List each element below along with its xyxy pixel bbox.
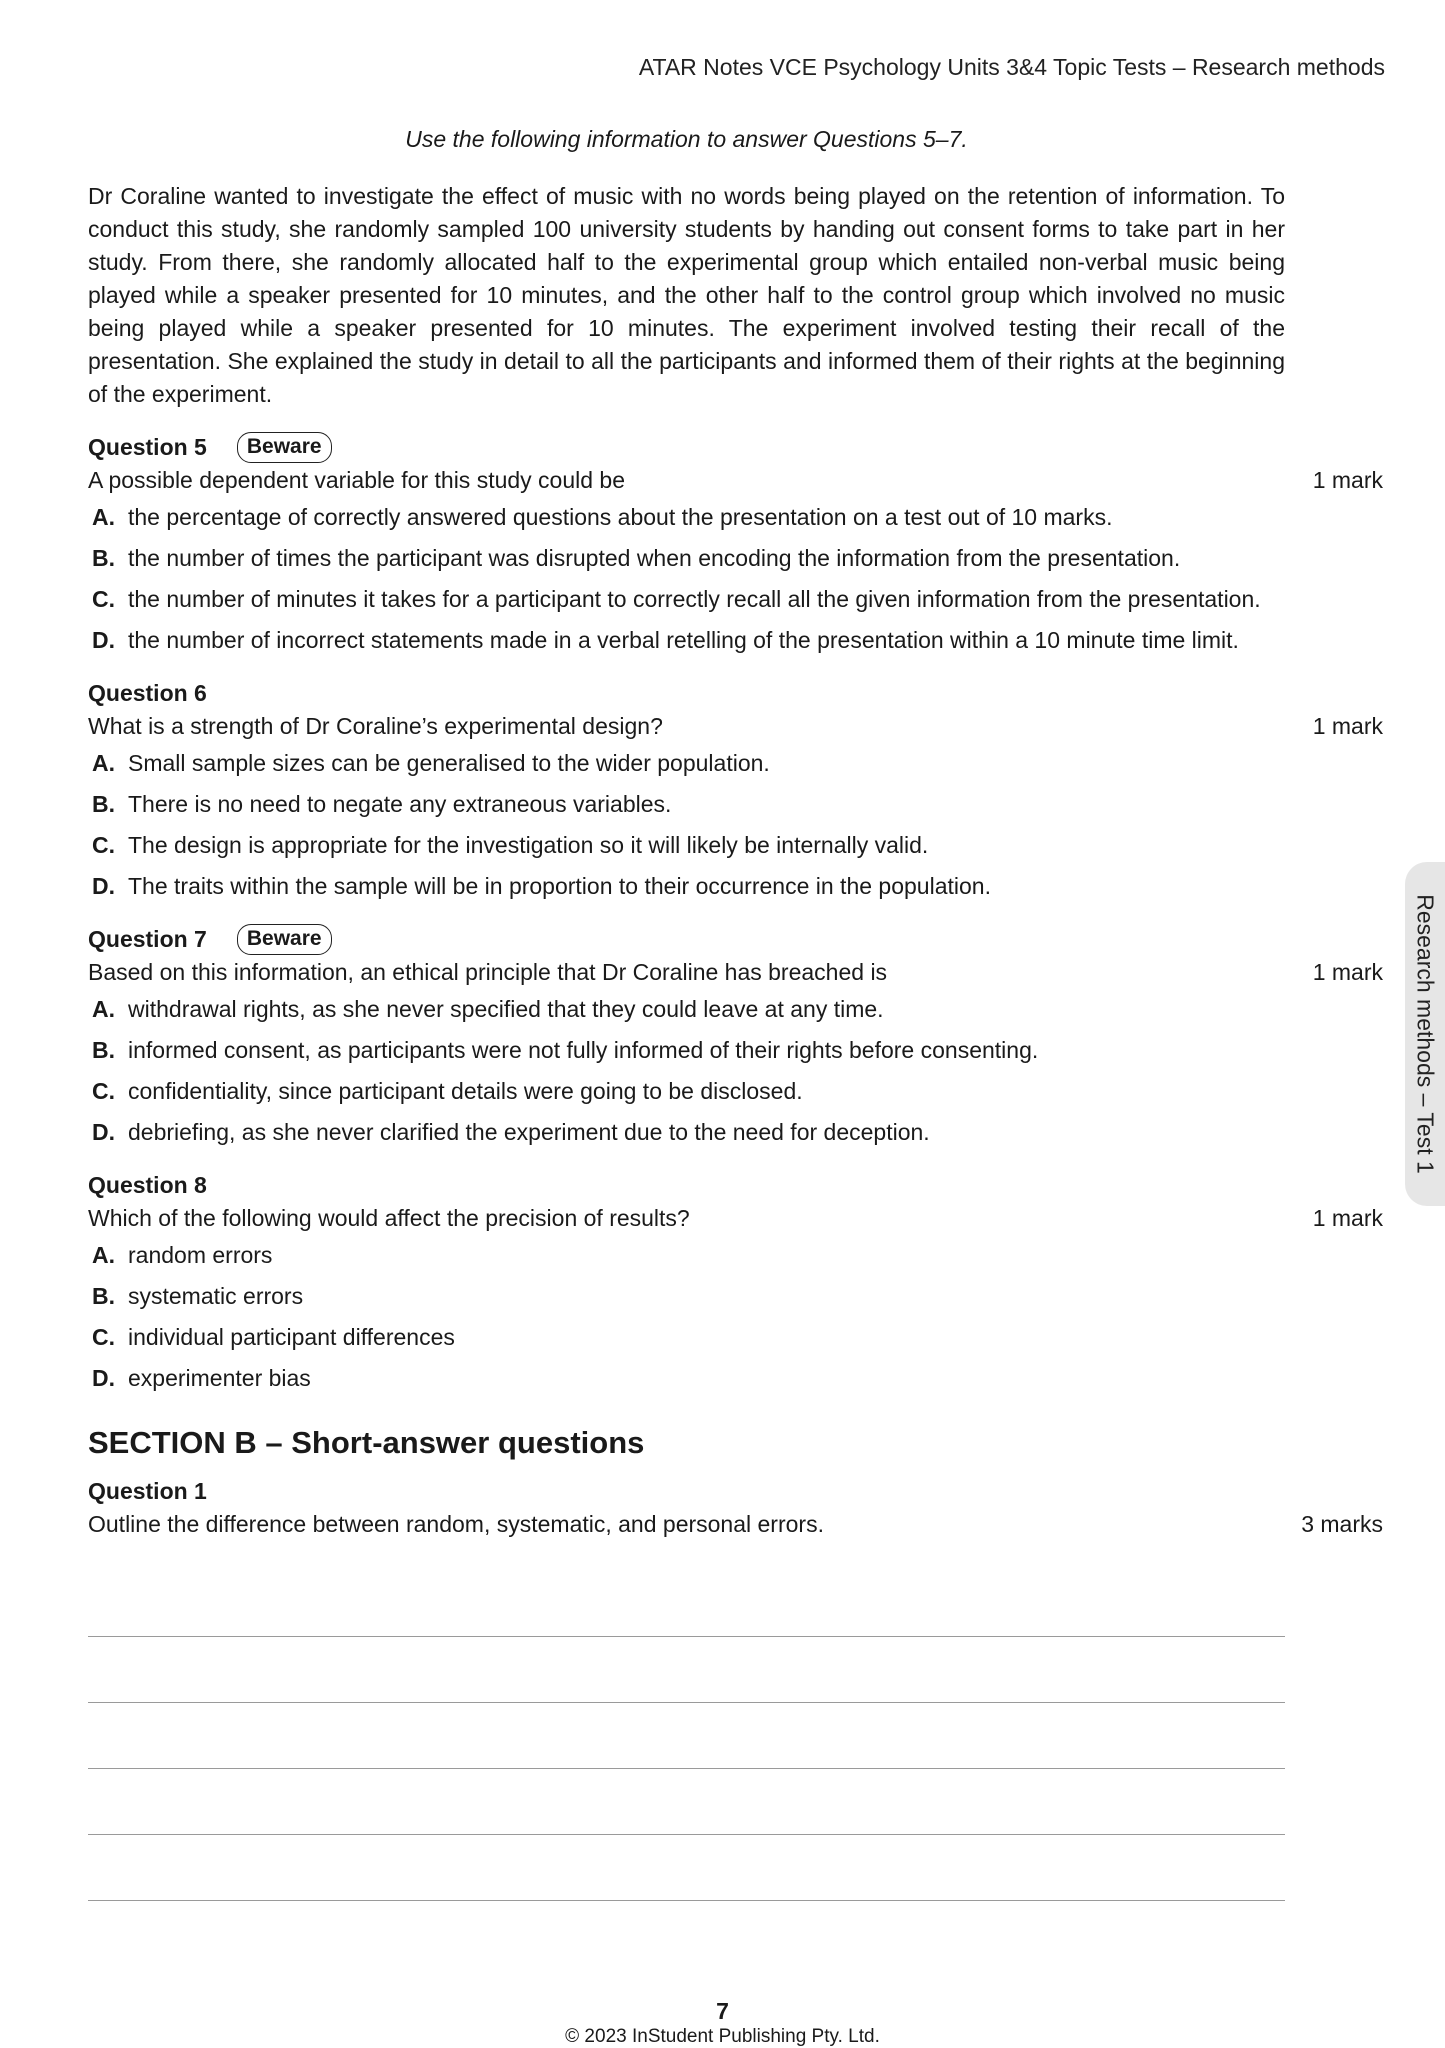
option-text: the number of incorrect statements made in a verbal retelling of the presentation within a 10 minute time limit. xyxy=(128,627,1239,653)
answer-line[interactable] xyxy=(88,1703,1285,1769)
question-stem: Based on this information, an ethical principle that Dr Coraline has breached is xyxy=(88,959,888,985)
answer-option[interactable] xyxy=(88,870,1285,903)
option-text: experimenter bias xyxy=(128,1365,311,1391)
option-text: the number of minutes it takes for a participant to correctly recall all the given information from the presentation. xyxy=(128,586,1261,612)
answer-options xyxy=(88,747,1285,903)
answer-option[interactable] xyxy=(88,1321,1285,1354)
option-letter: D. xyxy=(92,627,115,653)
multiple-choice-questions xyxy=(88,431,1383,1395)
question-stem: A possible dependent variable for this study could be xyxy=(88,467,626,493)
question-title: Question 7 xyxy=(88,926,207,952)
answer-option[interactable] xyxy=(88,1034,1285,1067)
page-number: 7 xyxy=(716,1998,729,2024)
option-letter: A. xyxy=(92,996,115,1022)
question-title: Question 6 xyxy=(88,680,207,706)
option-letter: D. xyxy=(92,1119,115,1145)
running-header: ATAR Notes VCE Psychology Units 3&4 Topic Tests – Research methods xyxy=(638,54,1385,80)
answer-options xyxy=(88,1239,1285,1395)
question-title: Question 1 xyxy=(88,1478,207,1504)
option-text: The traits within the sample will be in proportion to their occurrence in the population. xyxy=(128,873,991,899)
answer-option[interactable] xyxy=(88,624,1285,657)
side-tab-label: Research methods – Test 1 xyxy=(1412,894,1439,1174)
option-text: Small sample sizes can be generalised to the wider population. xyxy=(128,750,770,776)
short-answer-question xyxy=(88,1475,1383,1901)
question-block xyxy=(88,923,1383,1149)
answer-option[interactable] xyxy=(88,583,1285,616)
option-text: There is no need to negate any extraneous variables. xyxy=(128,791,672,817)
question-stem: What is a strength of Dr Coraline’s experimental design? xyxy=(88,713,663,739)
answer-line[interactable] xyxy=(88,1769,1285,1835)
question-title: Question 8 xyxy=(88,1172,207,1198)
instruction-text: Use the following information to answer Questions 5–7. xyxy=(405,126,968,152)
answer-option[interactable] xyxy=(88,1239,1285,1272)
question-block xyxy=(88,677,1383,903)
option-letter: B. xyxy=(92,791,115,817)
option-letter: D. xyxy=(92,873,115,899)
option-letter: B. xyxy=(92,1037,115,1063)
answer-lines[interactable] xyxy=(88,1571,1285,1901)
option-letter: B. xyxy=(92,545,115,571)
question-stem: Which of the following would affect the precision of results? xyxy=(88,1205,690,1231)
answer-option[interactable] xyxy=(88,501,1285,534)
option-text: systematic errors xyxy=(128,1283,304,1309)
beware-badge: Beware xyxy=(237,924,332,955)
option-letter: B. xyxy=(92,1283,115,1309)
option-text: informed consent, as participants were not fully informed of their rights before consenting. xyxy=(128,1037,1039,1063)
page-content xyxy=(88,126,1383,1901)
stimulus-paragraph: Dr Coraline wanted to investigate the effect of music with no words being played on the retention of information. To conduct this study, she randomly sampled 100 university students by handing out consent forms to take part in her study. From there, she randomly allocated half to the experimental group which entailed non-verbal music being played while a speaker presented for 10 minutes, and the other half to the control group which involved no music being played while a speaker presented for 10 minutes. The experiment involved testing their recall of the presentation. She explained the study in detail to all the participants and informed them of their rights at the beginning of the experiment. xyxy=(88,183,1285,407)
answer-options xyxy=(88,501,1285,657)
option-letter: A. xyxy=(92,504,115,530)
option-text: individual participant differences xyxy=(128,1324,455,1350)
section-b-heading: SECTION B – Short-answer questions xyxy=(88,1425,645,1460)
marks-label: 1 mark xyxy=(1312,959,1383,985)
marks-label: 1 mark xyxy=(1312,1205,1383,1231)
marks-label: 3 marks xyxy=(1301,1511,1383,1537)
option-letter: D. xyxy=(92,1365,115,1391)
copyright-notice: © 2023 InStudent Publishing Pty. Ltd. xyxy=(565,2026,880,2047)
section-side-tab xyxy=(1405,862,1445,1206)
question-block xyxy=(88,431,1383,657)
answer-option[interactable] xyxy=(88,1075,1285,1108)
option-letter: C. xyxy=(92,1324,115,1350)
option-letter: C. xyxy=(92,1078,115,1104)
option-text: the percentage of correctly answered questions about the presentation on a test out of 10 marks. xyxy=(128,504,1113,530)
answer-option[interactable] xyxy=(88,1280,1285,1313)
answer-options xyxy=(88,993,1285,1149)
answer-option[interactable] xyxy=(88,829,1285,862)
question-stem: Outline the difference between random, systematic, and personal errors. xyxy=(88,1511,824,1537)
answer-option[interactable] xyxy=(88,1362,1285,1395)
answer-line[interactable] xyxy=(88,1835,1285,1901)
answer-line[interactable] xyxy=(88,1637,1285,1703)
option-text: the number of times the participant was disrupted when encoding the information from the presentation. xyxy=(128,545,1181,571)
answer-option[interactable] xyxy=(88,747,1285,780)
answer-option[interactable] xyxy=(88,993,1285,1026)
question-block xyxy=(88,1169,1383,1395)
option-text: The design is appropriate for the investigation so it will likely be internally valid. xyxy=(128,832,929,858)
answer-option[interactable] xyxy=(88,1116,1285,1149)
answer-option[interactable] xyxy=(88,788,1285,821)
option-text: debriefing, as she never clarified the experiment due to the need for deception. xyxy=(128,1119,930,1145)
option-text: confidentiality, since participant details were going to be disclosed. xyxy=(128,1078,803,1104)
option-letter: C. xyxy=(92,586,115,612)
marks-label: 1 mark xyxy=(1312,713,1383,739)
option-text: withdrawal rights, as she never specified that they could leave at any time. xyxy=(128,996,884,1022)
answer-option[interactable] xyxy=(88,542,1285,575)
option-letter: A. xyxy=(92,1242,115,1268)
answer-line[interactable] xyxy=(88,1571,1285,1637)
option-letter: A. xyxy=(92,750,115,776)
option-text: random errors xyxy=(128,1242,273,1268)
marks-label: 1 mark xyxy=(1312,467,1383,493)
beware-badge: Beware xyxy=(237,432,332,463)
question-title: Question 5 xyxy=(88,434,207,460)
option-letter: C. xyxy=(92,832,115,858)
